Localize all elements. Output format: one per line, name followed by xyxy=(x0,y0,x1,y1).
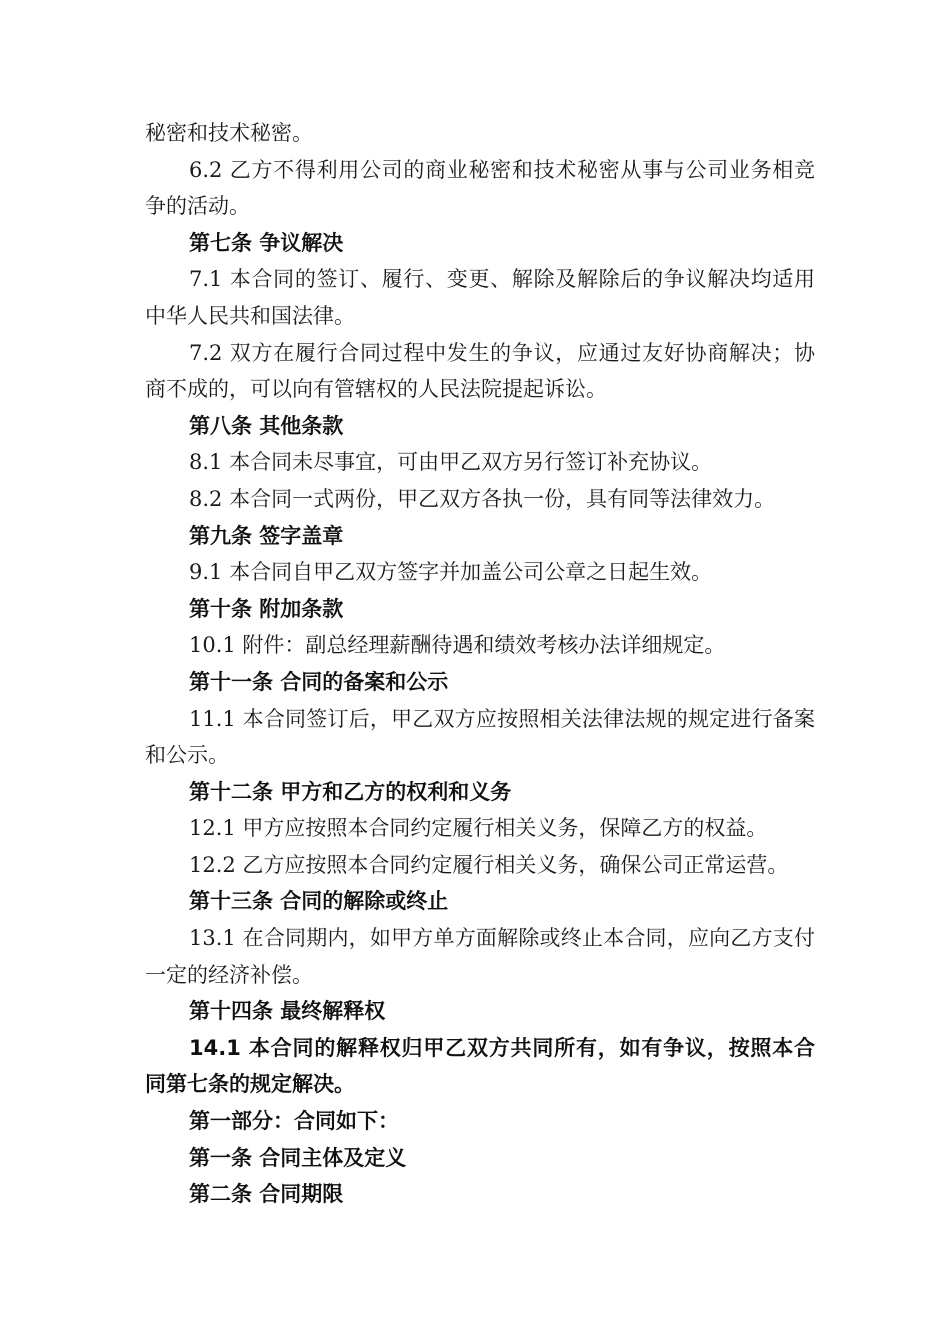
article-12-heading: 第十二条 甲方和乙方的权利和义务 xyxy=(189,779,512,804)
clause-9-1: 9.1 本合同自甲乙双方签字并加盖公司公章之日起生效。 xyxy=(189,560,713,585)
clause-6-2: 6.2 乙方不得利用公司的商业秘密和技术秘密从事与公司业务相竞争的活动。 xyxy=(145,157,815,219)
clause-14-1: 14.1 本合同的解释权归甲乙双方共同所有，如有争议，按照本合同第七条的规定解决。 xyxy=(145,1035,815,1097)
article-10-heading: 第十条 附加条款 xyxy=(189,596,344,621)
clause-10-1: 10.1 附件：副总经理薪酬待遇和绩效考核办法详细规定。 xyxy=(189,633,726,658)
article-9-heading: 第九条 签字盖章 xyxy=(189,523,344,548)
article-7-heading: 第七条 争议解决 xyxy=(189,230,344,255)
clause-12-1: 12.1 甲方应按照本合同约定履行相关义务，保障乙方的权益。 xyxy=(189,816,768,841)
clause-8-1: 8.1 本合同未尽事宜，可由甲乙双方另行签订补充协议。 xyxy=(189,450,713,475)
clause-8-2: 8.2 本合同一式两份，甲乙双方各执一份，具有同等法律效力。 xyxy=(189,486,776,511)
article-11-heading: 第十一条 合同的备案和公示 xyxy=(189,669,449,694)
clause-7-1: 7.1 本合同的签订、履行、变更、解除及解除后的争议解决均适用中华人民共和国法律。 xyxy=(145,267,815,328)
article-8-heading: 第八条 其他条款 xyxy=(189,413,344,438)
article-2-heading: 第二条 合同期限 xyxy=(189,1182,344,1207)
article-13-heading: 第十三条 合同的解除或终止 xyxy=(189,889,449,914)
clause-12-2: 12.2 乙方应按照本合同约定履行相关义务，确保公司正常运营。 xyxy=(189,852,789,877)
article-1-heading: 第一条 合同主体及定义 xyxy=(189,1145,407,1170)
clause-13-1: 13.1 在合同期内，如甲方单方面解除或终止本合同，应向乙方支付一定的经济补偿。 xyxy=(145,926,815,987)
clause-11-1: 11.1 本合同签订后，甲乙双方应按照相关法律法规的规定进行备案和公示。 xyxy=(145,706,815,768)
paragraph-continuation: 秘密和技术秘密。 xyxy=(145,121,313,145)
clause-7-2: 7.2 双方在履行合同过程中发生的争议，应通过友好协商解决；协商不成的，可以向有管辖权的人民法院提起诉讼。 xyxy=(145,340,815,402)
document-body xyxy=(145,115,815,1213)
part-one-heading: 第一部分：合同如下： xyxy=(189,1109,399,1134)
article-14-heading: 第十四条 最终解释权 xyxy=(189,999,386,1024)
